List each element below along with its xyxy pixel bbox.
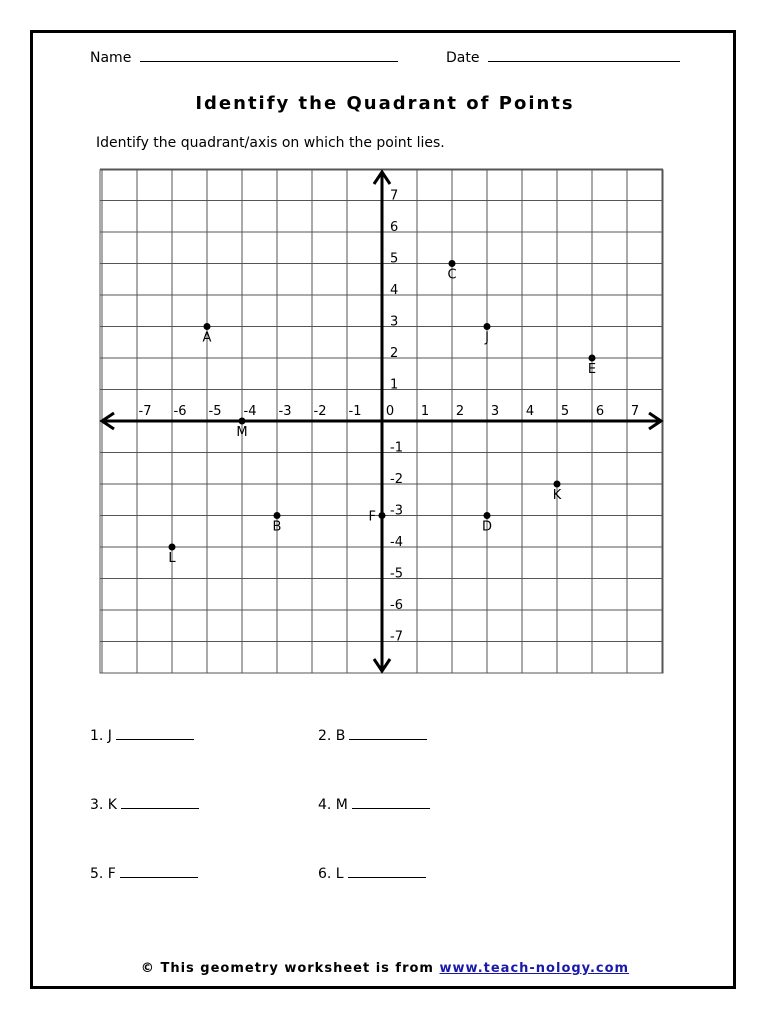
- y-tick-label: 3: [390, 314, 399, 330]
- y-tick-label: -2: [390, 472, 403, 487]
- x-tick-label: -4: [243, 404, 257, 419]
- answer-blank[interactable]: [120, 864, 198, 878]
- point-label: E: [587, 362, 597, 377]
- point-label: C: [447, 267, 457, 283]
- answer-blank[interactable]: [116, 726, 194, 740]
- point-label: B: [272, 519, 282, 535]
- point-c: [449, 260, 456, 267]
- x-tick-label: -5: [208, 404, 222, 419]
- question-4: [318, 795, 430, 813]
- point-label: A: [202, 330, 212, 346]
- y-tick-label: 4: [390, 283, 399, 298]
- point-l: [169, 544, 176, 551]
- footer-link[interactable]: www.teach-nology.com: [439, 961, 630, 976]
- x-tick-label: 6: [595, 404, 605, 419]
- point-label: F: [368, 509, 376, 525]
- y-tick-label: 5: [390, 251, 399, 267]
- point-label: K: [552, 488, 562, 503]
- footer-text: © This geometry worksheet is from: [140, 961, 434, 976]
- name-label: Name: [90, 50, 132, 66]
- y-tick-label: -1: [390, 440, 403, 456]
- point-b: [274, 512, 281, 519]
- x-tick-label: 0: [385, 404, 395, 419]
- answer-blank[interactable]: [121, 795, 199, 809]
- answer-blank[interactable]: [349, 726, 427, 740]
- question-label: 3. K: [90, 797, 117, 813]
- question-1: [90, 726, 194, 744]
- question-3: [90, 795, 199, 813]
- point-label: M: [236, 425, 248, 440]
- question-5: [90, 864, 198, 882]
- answer-blank[interactable]: [348, 864, 426, 878]
- question-label: 4. M: [318, 797, 348, 813]
- x-tick-label: 4: [525, 404, 535, 419]
- x-tick-label: -7: [138, 404, 152, 419]
- x-tick-label: -2: [313, 404, 327, 419]
- answer-blank[interactable]: [352, 795, 430, 809]
- point-m: [239, 418, 246, 425]
- y-tick-label: -6: [390, 598, 403, 613]
- point-label: L: [168, 551, 176, 566]
- question-6: [318, 864, 426, 882]
- y-tick-label: 7: [390, 188, 399, 204]
- x-tick-label: 1: [420, 404, 430, 419]
- point-k: [554, 481, 561, 488]
- x-tick-label: -1: [348, 404, 362, 419]
- y-tick-label: 2: [390, 346, 399, 361]
- point-f: [379, 512, 386, 519]
- x-tick-label: -3: [278, 404, 292, 419]
- x-tick-label: 5: [560, 404, 570, 419]
- question-label: 1. J: [90, 728, 112, 744]
- y-tick-label: -5: [390, 566, 403, 582]
- x-tick-label: 2: [455, 404, 465, 419]
- point-label: J: [485, 330, 489, 346]
- page-title: Identify the Quadrant of Points: [195, 93, 575, 114]
- question-2: [318, 726, 427, 744]
- point-label: D: [481, 519, 493, 535]
- date-label: Date: [446, 50, 480, 66]
- y-tick-label: -4: [390, 535, 403, 550]
- point-j: [484, 323, 491, 330]
- x-tick-label: 3: [490, 404, 500, 419]
- footer: [0, 961, 770, 976]
- y-tick-label: 1: [390, 377, 399, 393]
- y-tick-label: -7: [390, 629, 403, 645]
- question-label: 2. B: [318, 728, 346, 744]
- question-label: 5. F: [90, 866, 116, 882]
- x-tick-label: 7: [630, 404, 640, 419]
- y-tick-label: -3: [390, 503, 403, 519]
- x-tick-label: -6: [173, 404, 187, 419]
- point-a: [204, 323, 211, 330]
- question-label: 6. L: [318, 866, 344, 882]
- y-tick-label: 6: [390, 220, 399, 235]
- point-d: [484, 512, 491, 519]
- point-e: [589, 355, 596, 362]
- instructions: Identify the quadrant/axis on which the point lies.: [96, 135, 445, 151]
